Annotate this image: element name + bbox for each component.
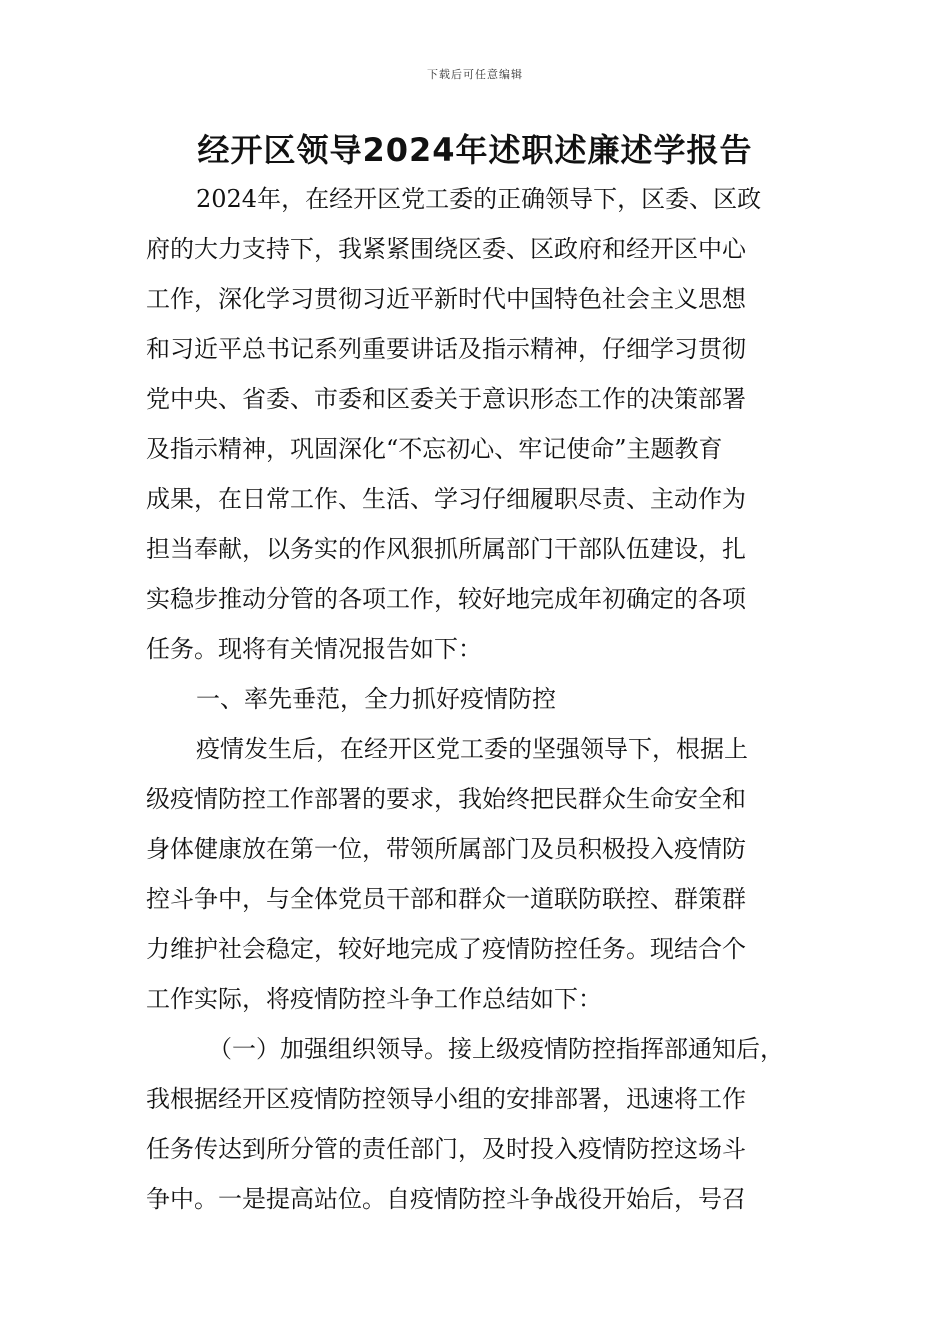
header-note: 下载后可任意编辑 (427, 68, 523, 81)
document-title: 经开区领导2024年述职述廉述学报告 (197, 131, 753, 169)
body-line: 府的大力支持下，我紧紧围绕区委、区政府和经开区中心 (146, 235, 746, 263)
body-line: 疫情发生后，在经开区党工委的坚强领导下，根据上 (196, 735, 748, 763)
body-line: 工作实际，将疫情防控斗争工作总结如下： (146, 985, 602, 1013)
section-heading: 一、率先垂范，全力抓好疫情防控 (196, 685, 556, 713)
body-line: 力维护社会稳定，较好地完成了疫情防控任务。现结合个 (146, 935, 746, 963)
body-line: 担当奉献，以务实的作风狠抓所属部门干部队伍建设，扎 (146, 535, 746, 563)
body-line: 任务。现将有关情况报告如下： (146, 635, 482, 663)
body-line: 党中央、省委、市委和区委关于意识形态工作的决策部署 (146, 385, 746, 413)
body-line: 级疫情防控工作部署的要求，我始终把民群众生命安全和 (146, 785, 746, 813)
body-line: 我根据经开区疫情防控领导小组的安排部署，迅速将工作 (146, 1085, 746, 1113)
body-line: 身体健康放在第一位，带领所属部门及员积极投入疫情防 (146, 835, 746, 863)
body-line: 控斗争中，与全体党员干部和群众一道联防联控、群策群 (146, 885, 746, 913)
body-line: 实稳步推动分管的各项工作，较好地完成年初确定的各项 (146, 585, 746, 613)
body-line: 和习近平总书记系列重要讲话及指示精神，仔细学习贯彻 (146, 335, 746, 363)
body-line: 及指示精神，巩固深化“不忘初心、牢记使命”主题教育 (146, 435, 723, 463)
body-line: 争中。一是提高站位。自疫情防控斗争战役开始后，号召 (146, 1185, 746, 1213)
body-line: 2024年，在经开区党工委的正确领导下，区委、区政 (196, 185, 762, 213)
body-line: 工作，深化学习贯彻习近平新时代中国特色社会主义思想 (146, 285, 746, 313)
document-body (146, 174, 810, 1224)
subsection-heading: （一）加强组织领导。接上级疫情防控指挥部通知后， (208, 1035, 784, 1063)
body-line: 成果，在日常工作、生活、学习仔细履职尽责、主动作为 (146, 485, 746, 513)
body-line: 任务传达到所分管的责任部门，及时投入疫情防控这场斗 (146, 1135, 746, 1163)
